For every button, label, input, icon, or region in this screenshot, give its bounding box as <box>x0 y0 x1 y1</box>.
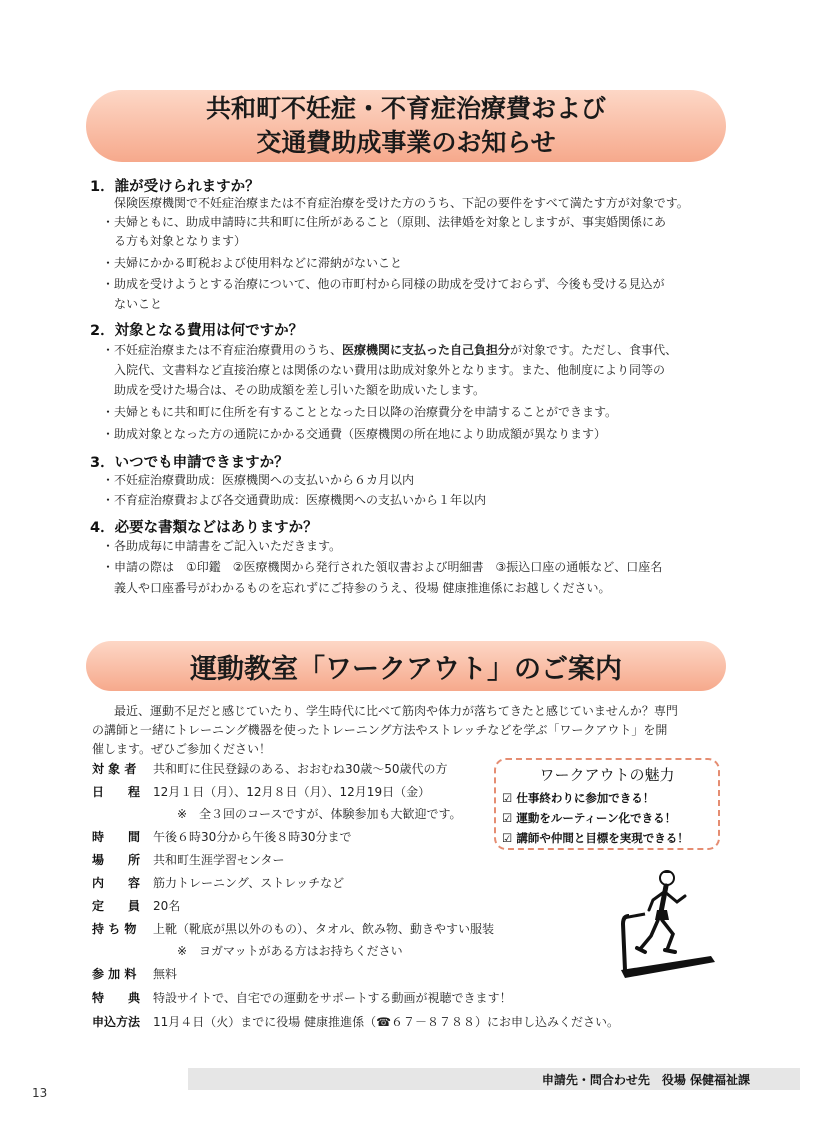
section2-intro-line2: の講師と一緒にトレーニング機器を使ったトレーニング方法やストレッチなどを学ぶ「ワークアウト」を開 <box>92 723 668 737</box>
q1-bullet3-line2: ないこと <box>114 297 163 311</box>
detail-label-place: 場 所 <box>92 853 141 867</box>
detail-value-place: 共和町生涯学習センター <box>153 853 285 867</box>
detail-value-bonus: 特設サイトで、自宅での運動をサポートする動画が視聴できます！ <box>153 991 512 1005</box>
q4-bullet2-line1: ・申請の際は ①印鑑 ②医療機関から発行された領収書および明細書 ③振込口座の通帳など、口座名 <box>102 560 663 574</box>
q1-intro: 保険医療機関で不妊症治療または不育症治療を受けた方のうち、下記の要件をすべて満たす方が対象です。 <box>114 196 689 210</box>
detail-value-apply: 11月４日（火）までに役場 健康推進係（☎６７－８７８８）にお申し込みください。 <box>153 1015 620 1029</box>
section1-title-line2: 交通費助成事業のお知らせ <box>256 128 556 157</box>
treadmill-runner-icon <box>615 866 719 982</box>
footer-contact-bar <box>188 1068 800 1090</box>
workout-attraction-box <box>494 758 720 850</box>
detail-label-fee: 参 加 料 <box>92 967 137 981</box>
attraction-item: ☑ 講師や仲間と目標を実現できる！ <box>502 831 689 845</box>
q4-bullet1: ・各助成毎に申請書をご記入いただきます。 <box>102 539 342 553</box>
q2-bullet1-line3: 助成を受けた場合は、その助成額を差し引いた額を助成いたします。 <box>114 383 486 397</box>
detail-value-time: 午後６時30分から午後８時30分まで <box>153 830 352 844</box>
q4-heading: 4．必要な書類などはありますか？ <box>90 520 318 536</box>
page-number: 13 <box>32 1086 48 1100</box>
detail-value-content: 筋力トレーニング、ストレッチなど <box>153 876 345 890</box>
q1-heading: 1．誰が受けられますか？ <box>90 179 260 195</box>
section1-title-banner <box>86 90 726 162</box>
q2-bullet1-text-a: ・不妊症治療または不育症治療費用のうち、 <box>102 343 343 357</box>
q2-bullet1-text-c: が対象です。ただし、食事代、 <box>510 343 678 357</box>
detail-label-capacity: 定 員 <box>92 899 141 913</box>
section2-title-banner <box>86 641 726 691</box>
detail-value-schedule: 12月１日（月）、12月８日（月）、12月19日（金） <box>153 785 431 799</box>
section2-title: 運動教室「ワークアウト」のご案内 <box>190 653 622 685</box>
q4-bullet2-line2: 義人や口座番号がわかるものを忘れずにご持参のうえ、役場 健康推進係にお越しください。 <box>114 581 611 595</box>
detail-label-apply: 申込方法 <box>92 1015 141 1029</box>
q1-bullet3-line1: ・助成を受けようとする治療について、他の市町村から同様の助成を受けておらず、今後も受ける見込が <box>102 277 665 291</box>
detail-label-content: 内 容 <box>92 876 141 890</box>
q3-heading: 3．いつでも申請できますか？ <box>90 455 289 471</box>
q2-bullet1-line1 <box>102 342 677 358</box>
q2-bullet3: ・助成対象となった方の通院にかかる交通費（医療機関の所在地により助成額が異なります） <box>102 427 607 441</box>
q3-bullet2: ・不育症治療費および各交通費助成：医療機関への支払いから１年以内 <box>102 493 487 507</box>
q1-bullet1-line2: る方も対象となります） <box>114 234 247 248</box>
detail-label-bonus: 特 典 <box>92 991 141 1005</box>
detail-label-schedule: 日 程 <box>92 785 141 799</box>
attraction-title: ワークアウトの魅力 <box>539 766 675 784</box>
q1-bullet1-line1: ・夫婦ともに、助成申請時に共和町に住所があること（原則、法律婚を対象としますが、事実婚関係にあ <box>102 215 667 229</box>
detail-value-belongings-note: ※ ヨガマットがある方はお持ちください <box>153 944 403 958</box>
detail-label-time: 時 間 <box>92 830 141 844</box>
attraction-item: ☑ 仕事終わりに参加できる！ <box>502 791 655 805</box>
detail-label-target: 対 象 者 <box>92 762 137 776</box>
q1-bullet2: ・夫婦にかかる町税および使用料などに滞納がないこと <box>102 256 403 270</box>
q2-heading: 2．対象となる費用は何ですか？ <box>90 323 304 339</box>
detail-value-schedule-note: ※ 全３回のコースですが、体験参加も大歓迎です。 <box>153 807 462 821</box>
q3-bullet1: ・不妊症治療費助成：医療機関への支払いから６カ月以内 <box>102 473 415 487</box>
detail-value-target: 共和町に住民登録のある、おおむね30歳～50歳代の方 <box>153 762 448 776</box>
q2-bullet2: ・夫婦ともに共和町に住所を有することとなった日以降の治療費分を申請することができます。 <box>102 405 618 419</box>
section2-intro-line1: 最近、運動不足だと感じていたり、学生時代に比べて筋肉や体力が落ちてきたと感じていませんか？専門 <box>114 704 678 718</box>
detail-label-belongings: 持 ち 物 <box>92 922 137 936</box>
q2-bullet1-bold: 医療機関に支払った自己負担分 <box>342 343 511 357</box>
section2-intro-line3: 催します。ぜひご参加ください！ <box>92 742 272 756</box>
attraction-item: ☑ 運動をルーティーン化できる！ <box>502 811 677 825</box>
section1-title-line1: 共和町不妊症・不育症治療費および <box>205 94 606 123</box>
q2-bullet1-line2: 入院代、文書料など直接治療とは関係のない費用は助成対象外となります。また、他制度により同等の <box>114 363 666 377</box>
detail-value-capacity: 20名 <box>153 899 181 913</box>
detail-value-belongings: 上靴（靴底が黒以外のもの）、タオル、飲み物、動きやすい服装 <box>153 922 495 936</box>
footer-contact-text: 申請先・問合わせ先 役場 保健福祉課 <box>541 1073 750 1087</box>
detail-value-fee: 無料 <box>153 967 178 981</box>
